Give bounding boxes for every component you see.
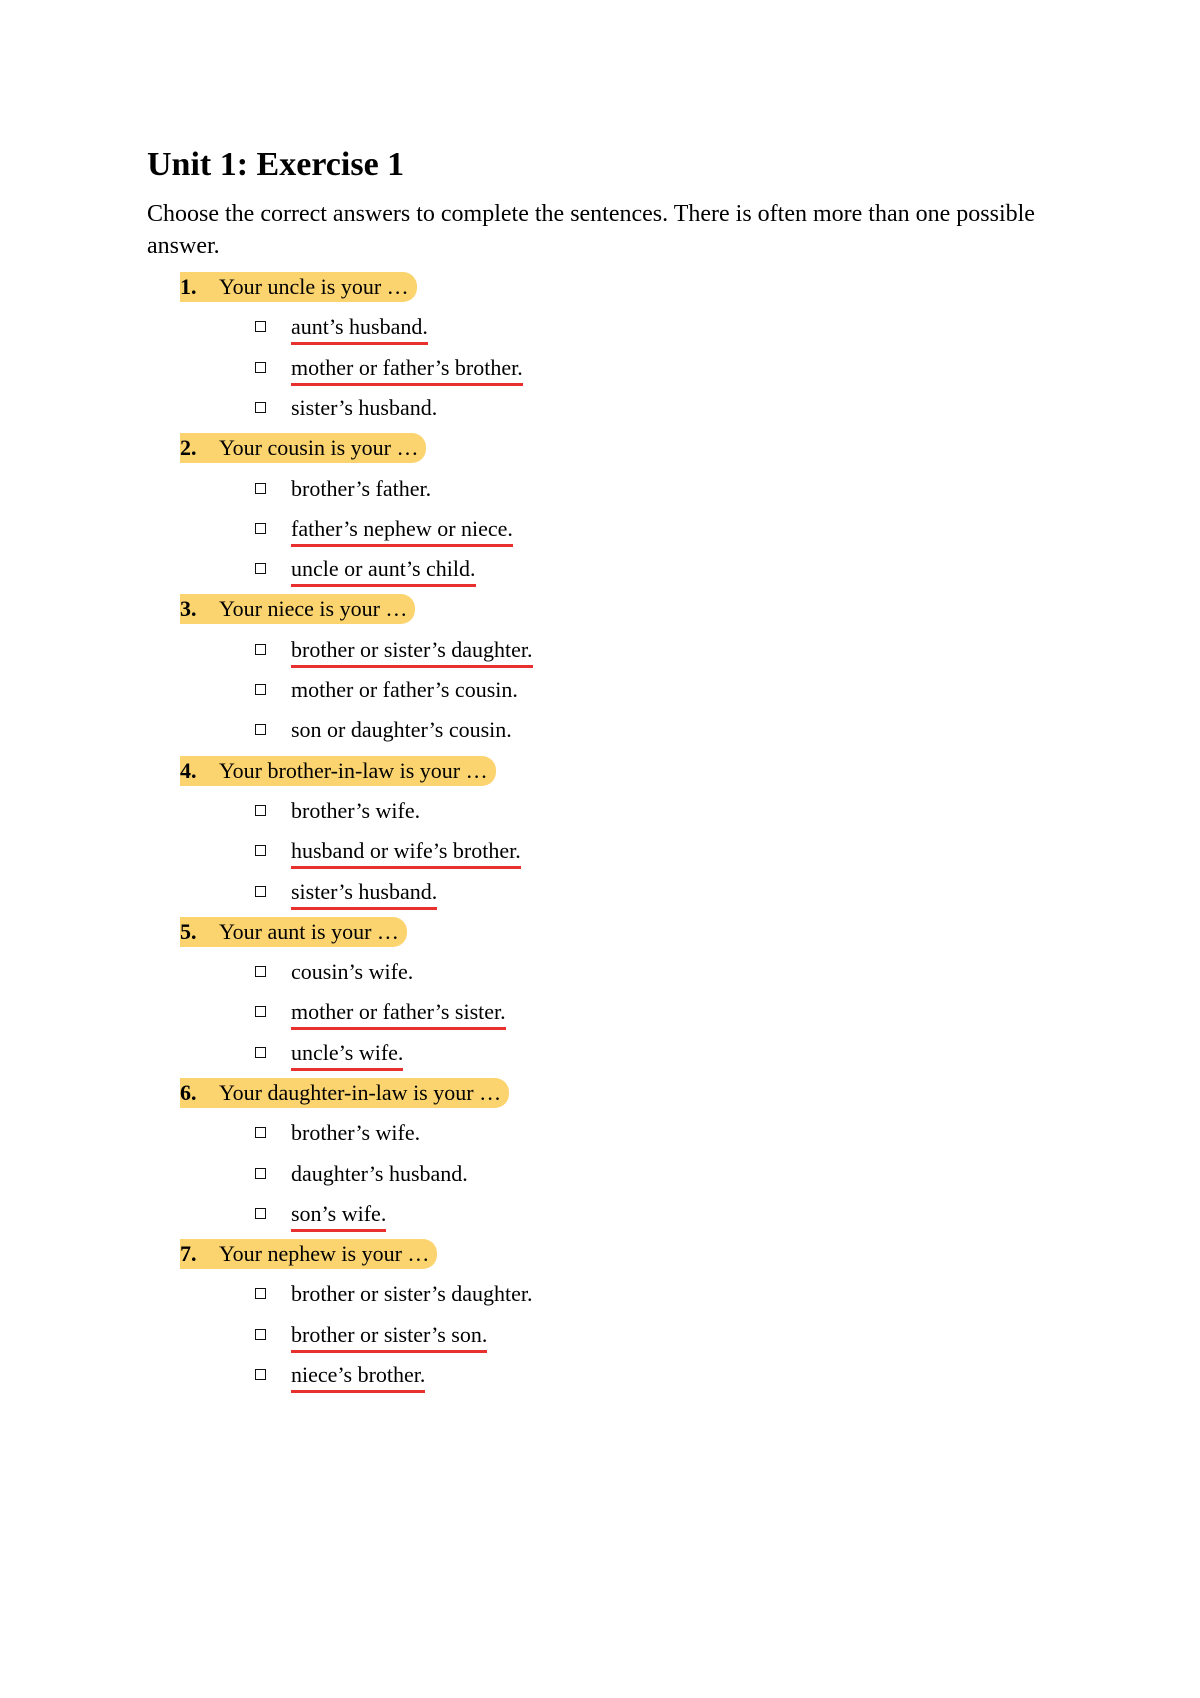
checkbox-icon[interactable] [255, 1329, 266, 1340]
question-number: 6. [180, 1080, 197, 1105]
question-number: 5. [180, 919, 197, 944]
answer-text-correct: mother or father’s sister. [291, 997, 506, 1030]
question-prompt: Your uncle is your … [219, 274, 409, 299]
checkbox-icon[interactable] [255, 1369, 266, 1380]
question-1 [180, 272, 417, 302]
answer-text-correct: husband or wife’s brother. [291, 836, 521, 869]
question-5 [180, 917, 407, 947]
answer-text-correct: son’s wife. [291, 1199, 386, 1232]
answer-text-correct: uncle or aunt’s child. [291, 554, 476, 587]
checkbox-icon[interactable] [255, 483, 266, 494]
answer-text-correct: mother or father’s brother. [291, 353, 523, 386]
question-3 [180, 594, 415, 624]
question-number: 4. [180, 758, 197, 783]
question-2 [180, 433, 426, 463]
checkbox-icon[interactable] [255, 684, 266, 695]
checkbox-icon[interactable] [255, 402, 266, 413]
answer-text: cousin’s wife. [291, 959, 414, 984]
question-number: 7. [180, 1241, 197, 1266]
answer-text-correct: father’s nephew or niece. [291, 514, 513, 547]
question-prompt: Your niece is your … [219, 596, 408, 621]
question-number: 1. [180, 274, 197, 299]
question-prompt: Your brother-in-law is your … [219, 758, 488, 783]
question-prompt: Your daughter-in-law is your … [219, 1080, 502, 1105]
checkbox-icon[interactable] [255, 362, 266, 373]
checkbox-icon[interactable] [255, 523, 266, 534]
answer-text: brother’s father. [291, 476, 432, 501]
question-number: 3. [180, 596, 197, 621]
question-7 [180, 1239, 437, 1269]
checkbox-icon[interactable] [255, 805, 266, 816]
answer-text: brother’s wife. [291, 798, 421, 823]
question-prompt: Your aunt is your … [219, 919, 399, 944]
answer-text: son or daughter’s cousin. [291, 717, 512, 742]
checkbox-icon[interactable] [255, 724, 266, 735]
question-4 [180, 756, 496, 786]
answer-text-correct: uncle’s wife. [291, 1038, 403, 1071]
page-title: Unit 1: Exercise 1 [147, 146, 405, 183]
answer-text-correct: sister’s husband. [291, 877, 437, 910]
checkbox-icon[interactable] [255, 1168, 266, 1179]
answer-text: daughter’s husband. [291, 1161, 468, 1186]
checkbox-icon[interactable] [255, 886, 266, 897]
answer-text: brother’s wife. [291, 1120, 421, 1145]
checkbox-icon[interactable] [255, 1208, 266, 1219]
checkbox-icon[interactable] [255, 1288, 266, 1299]
answer-text: sister’s husband. [291, 395, 438, 420]
checkbox-icon[interactable] [255, 845, 266, 856]
answer-text: mother or father’s cousin. [291, 677, 518, 702]
checkbox-icon[interactable] [255, 563, 266, 574]
answer-text-correct: brother or sister’s son. [291, 1320, 487, 1353]
answer-text: brother or sister’s daughter. [291, 1281, 533, 1306]
checkbox-icon[interactable] [255, 966, 266, 977]
question-number: 2. [180, 435, 197, 460]
checkbox-icon[interactable] [255, 1127, 266, 1138]
checkbox-icon[interactable] [255, 321, 266, 332]
question-prompt: Your nephew is your … [219, 1241, 430, 1266]
question-prompt: Your cousin is your … [219, 435, 419, 460]
answer-text-correct: aunt’s husband. [291, 312, 428, 345]
question-6 [180, 1078, 509, 1108]
instructions: Choose the correct answers to complete the sentences. There is often more than one possible answer. [147, 201, 1035, 259]
answer-text-correct: brother or sister’s daughter. [291, 635, 533, 668]
answer-text-correct: niece’s brother. [291, 1360, 425, 1393]
checkbox-icon[interactable] [255, 1047, 266, 1058]
checkbox-icon[interactable] [255, 644, 266, 655]
checkbox-icon[interactable] [255, 1006, 266, 1017]
